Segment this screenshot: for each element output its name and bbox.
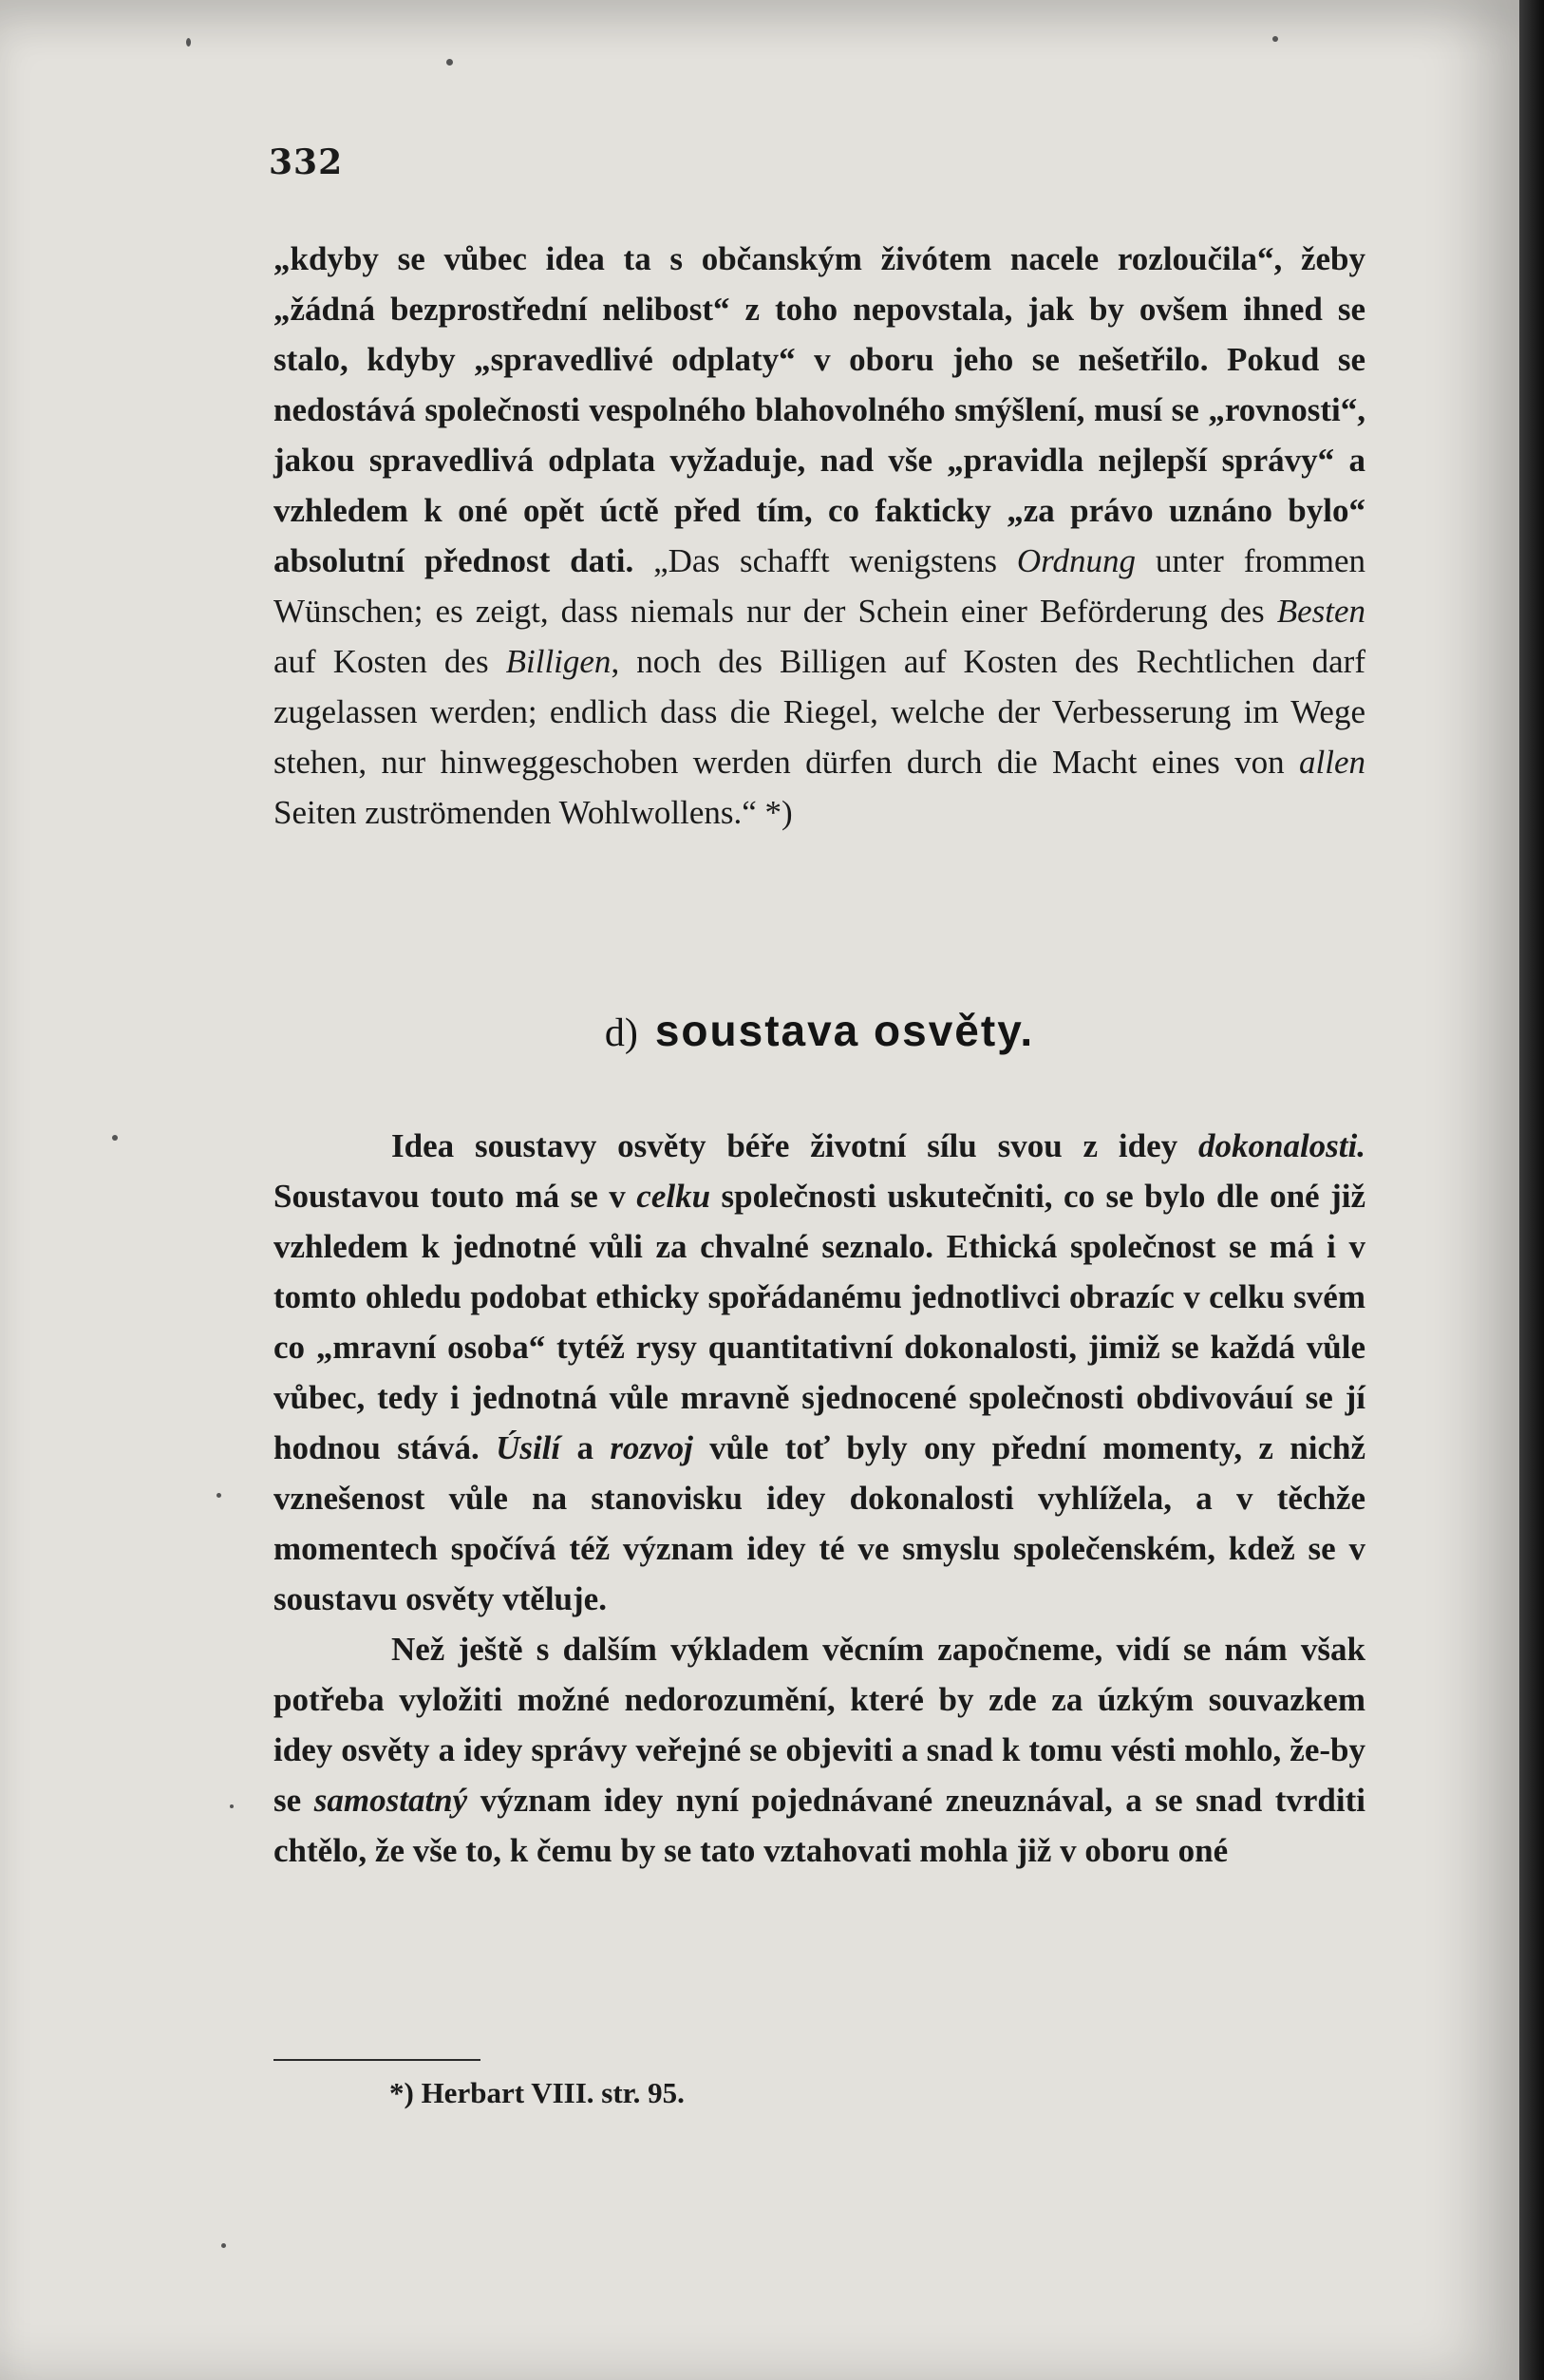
german-quote-part: unter frommen Wünschen; es zeigt, dass niemals nur der Schein einer Beförderung des bbox=[273, 542, 1365, 630]
text-run: Soustavou touto má se v bbox=[273, 1178, 637, 1215]
text-run: Než ještě s dalším výkladem věcním započneme, vidí se nám však potřeba vyložiti možné nedorozumění, které by zde za úzkým souvazkem idey osvěty a idey správy veřejné se objeviti a snad k tomu vésti mohlo, že-by se bbox=[273, 1631, 1365, 1819]
paragraph-quotation bbox=[273, 234, 1365, 838]
scan-speck bbox=[230, 1804, 234, 1808]
german-quote-part: , noch des Billigen auf Kosten des Rechtlichen darf zugelassen werden; endlich dass die Riegel, welche der Verbesserung im Wege stehen, nur hinweggeschoben werden dürfen durch die Macht eines von bbox=[273, 643, 1365, 781]
german-quote-part: auf Kosten des bbox=[273, 643, 506, 680]
text-run: vůle toť byly ony přední momenty, z nichž vznešenost vůle na stanovisku idey dokonalosti vyhlížela, a v těchže momentech spočívá též význam idey té ve smyslu společenském, kdež se v soustavu osvěty vtěluje. bbox=[273, 1429, 1365, 1617]
scan-speck bbox=[1272, 36, 1278, 42]
scan-speck bbox=[217, 1493, 221, 1498]
section-letter: d) bbox=[604, 1011, 638, 1055]
paragraph-2 bbox=[273, 1121, 1365, 1624]
emphasis-rozvoj: rozvoj bbox=[610, 1429, 693, 1466]
emphasis-besten: Besten bbox=[1276, 593, 1365, 630]
paragraph-3 bbox=[273, 1624, 1365, 1876]
page-number: 332 bbox=[269, 142, 344, 182]
paragraph-1 bbox=[273, 234, 1365, 838]
scan-speck bbox=[112, 1135, 118, 1141]
section-body bbox=[273, 1121, 1365, 1876]
scan-speck bbox=[221, 2243, 226, 2248]
emphasis-dokonalosti: dokonalosti. bbox=[1197, 1127, 1365, 1164]
section-title: soustava osvěty. bbox=[654, 1006, 1035, 1055]
text-run: význam idey nyní pojednávané zneuznával, a se snad tvrditi chtělo, že vše to, k čemu by se tato vztahovati mohla již v oboru oné bbox=[273, 1782, 1366, 1869]
czech-text: „kdyby se vůbec idea ta s občanským živótem nacele rozloučila“, žeby „žádná bezprostřední nelibost“ z toho nepovstala, jak by ovšem ihned se stalo, kdyby „spravedlivé odplaty“ v oboru jeho se nešetřilo. Pokud se nedostává společnosti vespolného blahovolného smýšlení, musí se „rovnosti“, jakou spravedlivá odplata vyžaduje, nad vše „pravidla nejlepší správy“ a vzhledem k oné opět úctě před tím, co fakticky „za právo uznáno bylo“ absolutní přednost dati. bbox=[273, 240, 1365, 579]
emphasis-billigen: Billigen bbox=[505, 643, 612, 680]
text-run: Idea soustavy osvěty béře životní sílu svou z idey bbox=[391, 1127, 1198, 1164]
emphasis-samostatny: samostatný bbox=[313, 1782, 468, 1819]
emphasis-allen: allen bbox=[1299, 744, 1365, 781]
emphasis-usili: Úsilí bbox=[496, 1429, 561, 1466]
text-run: společnosti uskutečniti, co se bylo dle oné již vzhledem k jednotné vůli za chvalné seznalo. Ethická společnost se má i v tomto ohledu podobat ethicky spořádanému jednotlivci obrazíc v celku svém co „mravní osoba“ tytéž rysy quantitativní dokonalosti, jimiž se každá vůle vůbec, tedy i jednotná vůle mravně sjednocené společnosti obdivováuí se jí hodnou stává. bbox=[273, 1178, 1365, 1466]
footnote-divider bbox=[273, 2059, 480, 2061]
scan-speck bbox=[446, 59, 453, 66]
text-run: a bbox=[560, 1429, 611, 1466]
page-edge-shadow bbox=[1519, 0, 1544, 2380]
scan-speck bbox=[186, 38, 191, 47]
emphasis-ordnung: Ordnung bbox=[1016, 542, 1136, 579]
emphasis-celku: celku bbox=[636, 1178, 711, 1215]
footnote: *) Herbart VIII. str. 95. bbox=[389, 2076, 685, 2109]
german-quote-start: „Das schafft wenigstens bbox=[633, 542, 1017, 579]
german-quote-end: Seiten zuströmenden Wohlwollens.“ *) bbox=[273, 794, 793, 831]
section-heading bbox=[273, 1005, 1365, 1056]
